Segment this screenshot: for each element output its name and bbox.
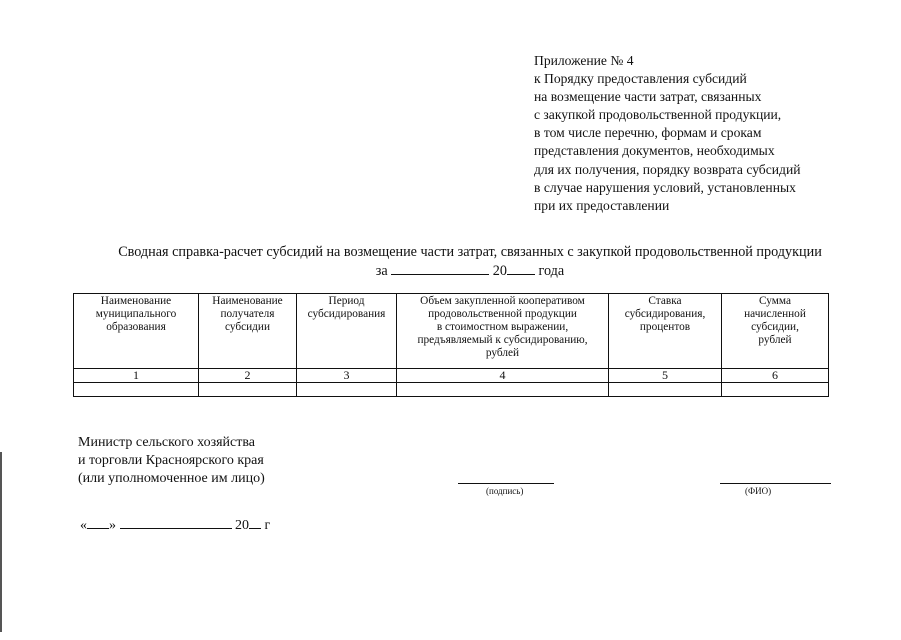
- header-text: Объем закупленной кооперативом: [420, 295, 585, 307]
- header-text: Период: [328, 295, 365, 307]
- signature-caption: (подпись): [486, 486, 524, 496]
- header-cell-amount: [722, 294, 829, 369]
- header-text: Наименование: [212, 295, 283, 307]
- appendix-line: для их получения, порядку возврата субсидий: [534, 161, 801, 177]
- date-open-quote: «: [80, 518, 87, 533]
- table-cell: [722, 383, 829, 397]
- date-close-quote: »: [109, 518, 116, 533]
- period-blank: [391, 261, 489, 275]
- header-cell-recipient: [199, 294, 297, 369]
- header-text: рублей: [485, 347, 520, 359]
- header-text: продовольственной продукции: [428, 308, 577, 320]
- header-cell-period: [297, 294, 397, 369]
- header-text: субсидирования,: [624, 308, 706, 320]
- date-line: [80, 515, 270, 535]
- table-header-row: [74, 294, 829, 369]
- column-number: 4: [397, 369, 609, 383]
- header-cell-municipality: [74, 294, 199, 369]
- header-text: предъявляемый к субсидированию,: [417, 334, 588, 346]
- appendix-line: в том числе перечню, формам и срокам: [534, 125, 762, 141]
- column-number: 2: [199, 369, 297, 383]
- title-line: Сводная справка-расчет субсидий на возмещение части затрат, связанных с закупкой продовольственной продукции: [118, 244, 822, 260]
- appendix-line: в случае нарушения условий, установленных: [534, 179, 796, 195]
- table-row: [74, 383, 829, 397]
- signer-line: и торговли Красноярского края: [78, 453, 264, 468]
- day-blank: [87, 515, 109, 529]
- appendix-line: к Порядку предоставления субсидий: [534, 71, 747, 87]
- appendix-line: при их предоставлении: [534, 197, 670, 213]
- signer-block: [78, 434, 265, 488]
- subsidy-table: [73, 293, 829, 397]
- scan-edge-line: [0, 452, 2, 632]
- name-caption: (ФИО): [745, 486, 772, 496]
- year-prefix: 20: [492, 263, 507, 279]
- header-text: Сумма: [759, 295, 791, 307]
- period-suffix: года: [538, 263, 565, 279]
- column-number: 1: [74, 369, 199, 383]
- appendix-block: [534, 52, 864, 215]
- period-prefix: за: [375, 263, 388, 279]
- month-blank: [120, 515, 232, 529]
- signer-line: (или уполномоченное им лицо): [78, 471, 265, 486]
- header-text: субсидии,: [751, 321, 799, 333]
- column-number: 5: [609, 369, 722, 383]
- appendix-line: представления документов, необходимых: [534, 143, 775, 159]
- date-year-suffix: г: [264, 518, 271, 533]
- document-title: [60, 243, 880, 280]
- table-cell: [609, 383, 722, 397]
- date-year-prefix: 20: [235, 518, 249, 533]
- header-text: начисленной: [744, 308, 806, 320]
- column-number: 6: [722, 369, 829, 383]
- signer-line: Министр сельского хозяйства: [78, 435, 255, 450]
- signature-line: [458, 483, 554, 484]
- header-text: процентов: [639, 321, 691, 333]
- appendix-line: с закупкой продовольственной продукции,: [534, 107, 782, 123]
- header-text: субсидирования: [307, 308, 386, 320]
- header-text: в стоимостном выражении,: [436, 321, 569, 333]
- date-year-blank: [249, 515, 261, 529]
- year-blank: [507, 261, 535, 275]
- header-text: образования: [106, 321, 166, 333]
- table-cell: [74, 383, 199, 397]
- header-text: муниципального: [95, 308, 177, 320]
- appendix-line: Приложение № 4: [534, 53, 634, 68]
- column-number: 3: [297, 369, 397, 383]
- header-text: Ставка: [648, 295, 682, 307]
- table-cell: [199, 383, 297, 397]
- appendix-line: на возмещение части затрат, связанных: [534, 89, 762, 105]
- header-text: Наименование: [100, 295, 172, 307]
- table-cell: [297, 383, 397, 397]
- name-line: [720, 483, 831, 484]
- header-cell-volume: [397, 294, 609, 369]
- header-cell-rate: [609, 294, 722, 369]
- title-period-line: [60, 261, 880, 280]
- header-text: рублей: [758, 334, 792, 346]
- table-cell: [397, 383, 609, 397]
- table-number-row: [74, 369, 829, 383]
- header-text: получателя: [220, 308, 275, 320]
- header-text: субсидии: [224, 321, 270, 333]
